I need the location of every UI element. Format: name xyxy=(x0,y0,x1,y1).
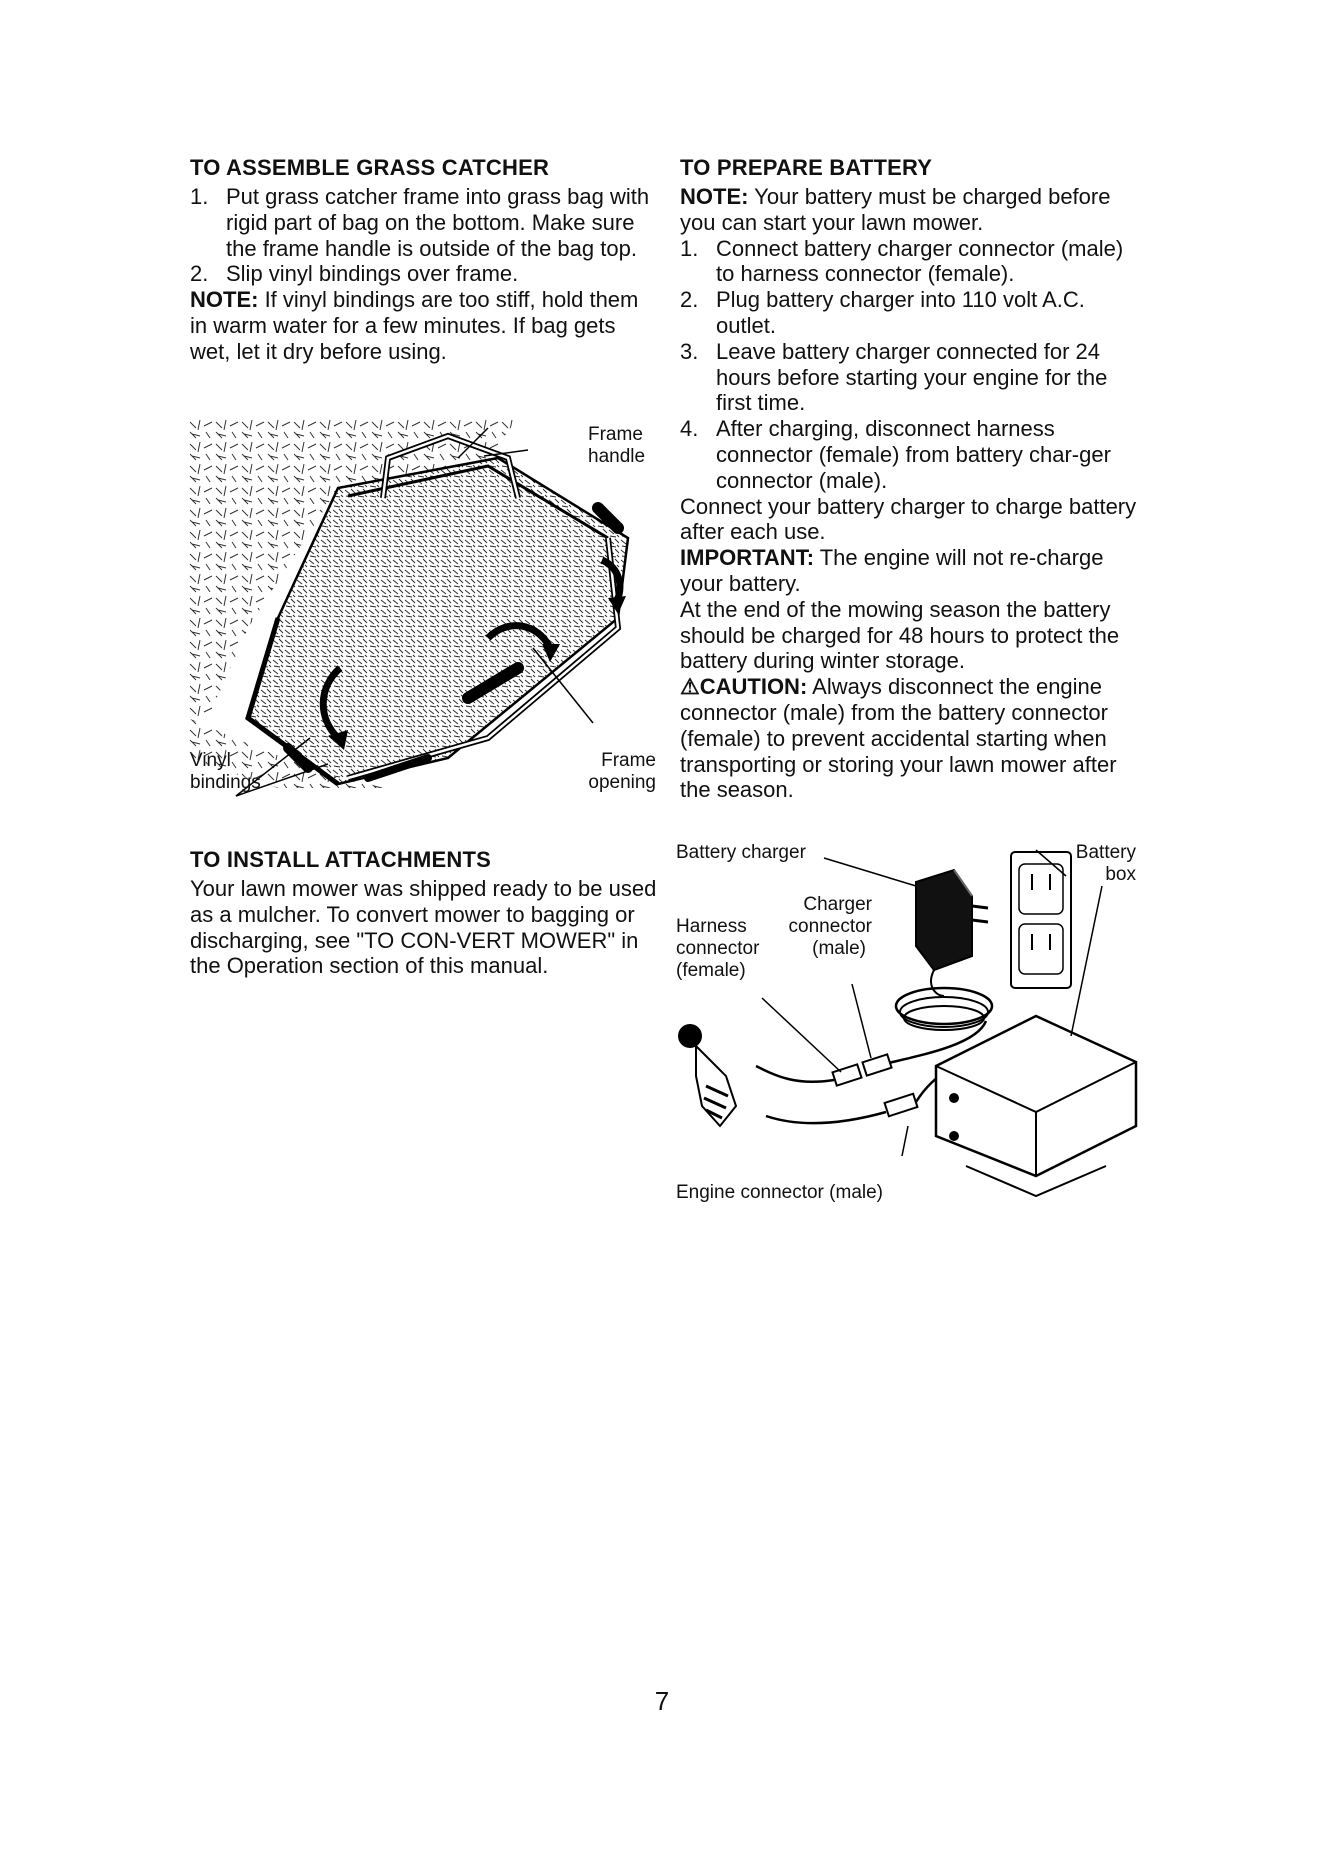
list-item xyxy=(190,184,660,261)
label-line: bindings xyxy=(190,772,261,793)
caution-label: CAUTION: xyxy=(699,674,808,700)
label-line: Vinyl xyxy=(190,750,231,771)
step-text: Put grass catcher frame into grass bag with rigid part of bag on the bottom. Make sure the frame handle is outside of the bag top. xyxy=(226,184,650,261)
caution-text: Always disconnect the engine connector (male) from the battery connector (female) to prevent accidental starting when transporting or storing your lawn mower after the season. xyxy=(680,674,1117,803)
assemble-note xyxy=(190,287,660,364)
step-text: Leave battery charger connected for 24 hours before starting your engine for the first time. xyxy=(716,338,1108,416)
assemble-heading: TO ASSEMBLE GRASS CATCHER xyxy=(190,155,550,180)
grass-catcher-illustration xyxy=(188,418,658,804)
step-number: 1. xyxy=(680,235,699,261)
label-line: connector xyxy=(676,938,760,959)
note-label: NOTE: xyxy=(190,287,259,313)
label-line: Charger xyxy=(803,894,872,915)
battery-heading: TO PREPARE BATTERY xyxy=(680,155,933,180)
label-line: box xyxy=(1105,864,1136,885)
battery-illustration xyxy=(676,836,1146,1216)
label-line: (male) xyxy=(812,938,866,959)
battery-box-label xyxy=(1072,842,1136,886)
step-text: After charging, disconnect harness connector (female) from battery char-ger connector (male). xyxy=(716,416,1111,493)
note-text: If vinyl bindings are too stiff, hold them in warm water for a few minutes. If bag gets wet, let it dry before using. xyxy=(190,287,639,364)
step-number: 2. xyxy=(680,287,699,313)
assemble-steps xyxy=(190,184,660,287)
assemble-section xyxy=(190,154,660,365)
frame-handle-label xyxy=(588,424,645,468)
label-line: Frame xyxy=(601,750,656,771)
page-number: 7 xyxy=(654,1686,670,1716)
install-text: Your lawn mower was shipped ready to be used as a mulcher. To convert mower to bagging or discharging, see "TO CON-VERT MOWER" in the Operation section of this manual. xyxy=(190,876,657,979)
label-line: opening xyxy=(588,772,656,793)
caution-icon: ⚠ xyxy=(680,674,700,700)
install-heading: TO INSTALL ATTACHMENTS xyxy=(190,847,491,872)
important-text: The engine will not re-charge your battery. xyxy=(680,545,1104,596)
battery-season: At the end of the mowing season the battery should be charged for 48 hours to protect the battery during winter storage. xyxy=(680,596,1120,674)
list-item xyxy=(680,236,1140,288)
label-line: Battery xyxy=(1075,842,1136,863)
frame-opening-label xyxy=(578,750,656,794)
step-number: 3. xyxy=(680,338,699,364)
step-number: 2. xyxy=(190,261,209,287)
list-item xyxy=(190,261,660,287)
label-line: Frame xyxy=(588,424,643,445)
step-text: Connect battery charger connector (male) to harness connector (female). xyxy=(716,235,1124,287)
label-line: handle xyxy=(588,446,646,467)
list-item xyxy=(680,339,1140,416)
battery-steps xyxy=(680,236,1140,494)
label-line: connector xyxy=(788,916,872,937)
battery-section xyxy=(680,154,1140,803)
list-item xyxy=(680,416,1140,493)
note-text: Your battery must be charged before you can start your lawn mower. xyxy=(680,184,1111,235)
step-text: Plug battery charger into 110 volt A.C. outlet. xyxy=(716,287,1085,338)
vinyl-bindings-label xyxy=(190,750,261,794)
list-item xyxy=(680,287,1140,339)
harness-connector-label xyxy=(676,916,759,982)
charger-connector-label xyxy=(762,894,872,960)
label-line: (female) xyxy=(676,960,746,981)
battery-figure xyxy=(676,836,1146,1216)
note-label: NOTE: xyxy=(680,184,749,209)
battery-caution xyxy=(680,674,1140,803)
battery-after-steps: Connect your battery charger to charge battery after each use. xyxy=(680,493,1137,545)
install-section xyxy=(190,846,660,979)
step-text: Slip vinyl bindings over frame. xyxy=(226,261,519,287)
step-number: 1. xyxy=(190,184,209,209)
engine-connector-label: Engine connector (male) xyxy=(676,1182,883,1203)
important-label: IMPORTANT: xyxy=(680,545,815,571)
battery-note xyxy=(680,184,1140,236)
step-number: 4. xyxy=(680,416,699,442)
battery-charger-label: Battery charger xyxy=(676,842,806,863)
battery-important xyxy=(680,545,1140,597)
label-line: Harness xyxy=(676,916,747,937)
grass-catcher-figure xyxy=(188,418,658,804)
